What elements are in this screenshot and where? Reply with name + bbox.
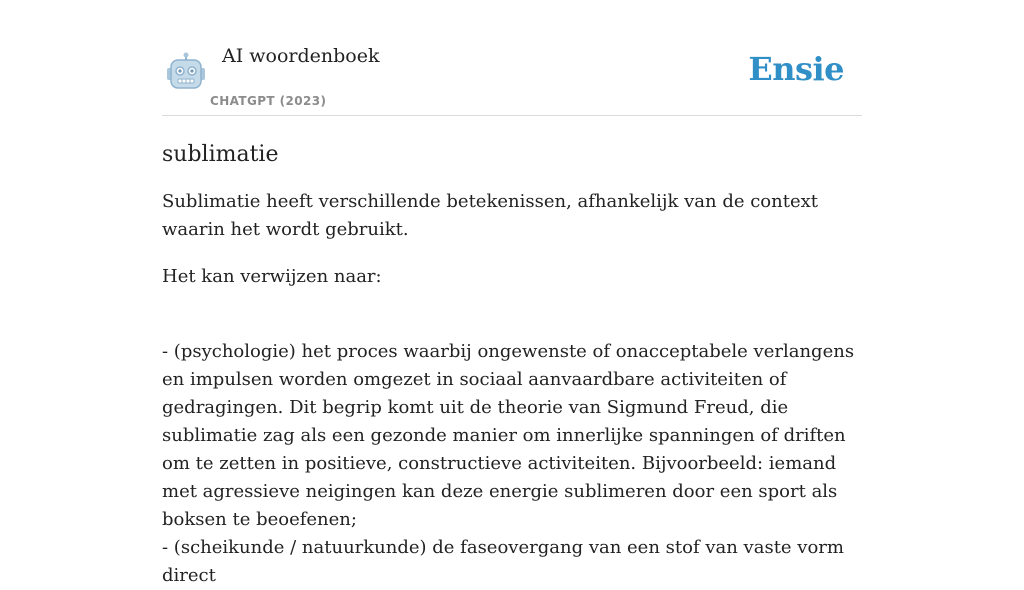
entry-header [162,40,862,116]
source-name[interactable]: AI woordenboek [222,45,380,67]
entry-term: sublimatie [162,142,279,167]
spacer [162,310,862,338]
entry-intro: Sublimatie heeft verschillende betekenissen, afhankelijk van de context waarin het wordt gebruikt. [162,191,819,240]
brand-logo[interactable]: Ensie [748,50,844,88]
robot-icon [166,52,206,90]
list-item: - (psychologie) het proces waarbij ongewenste of onacceptabele verlangens en impulsen worden omgezet in sociaal aanvaardbare activiteiten of gedragingen. Dit begrip komt uit de theorie van Sigmund Freud, die sublimatie zag als een gezonde manier om innerlijke spanningen of driften om te zetten in positieve, constructieve activiteiten. Bijvoorbeeld: iemand met agressieve neigingen kan deze energie sublimeren door een sport als boksen te beoefenen; [162,341,855,530]
definition-card [162,40,862,590]
source-meta: CHATGPT (2023) [210,94,327,108]
entry-lead: Het kan verwijzen naar: [162,266,382,287]
entry-body [162,188,862,590]
list-item: - (scheikunde / natuurkunde) de faseovergang van een stof van vaste vorm direct [162,537,844,586]
